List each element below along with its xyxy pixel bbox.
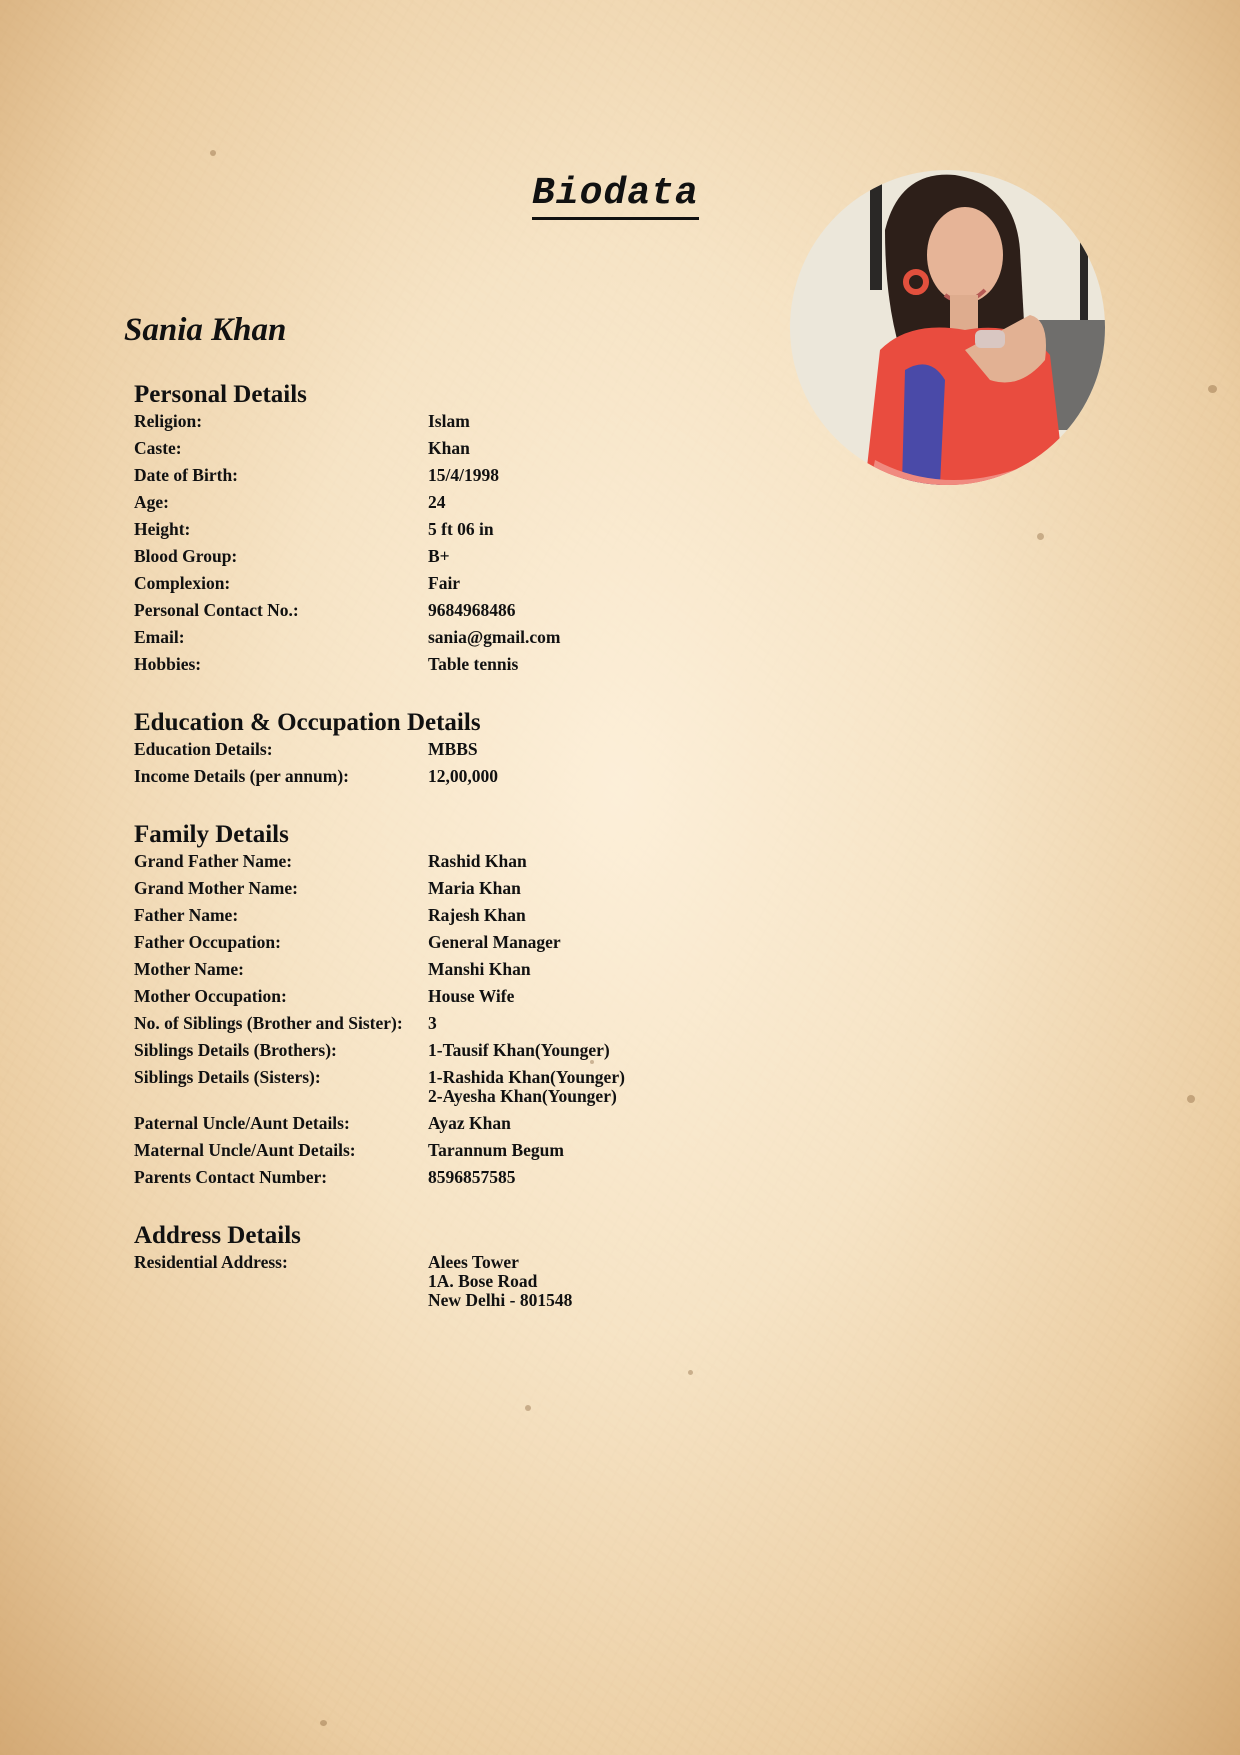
detail-label: Paternal Uncle/Aunt Details: — [134, 1113, 350, 1133]
section-heading: Family Details — [134, 821, 289, 848]
detail-value-line: Alees Tower — [428, 1252, 519, 1272]
section-family-details — [134, 820, 694, 1187]
profile-photo — [790, 170, 1105, 485]
detail-value-line: 24 — [428, 492, 446, 512]
detail-row — [134, 960, 694, 979]
detail-label: Age: — [134, 492, 169, 512]
document-title: Biodata — [532, 172, 699, 220]
detail-label: Father Name: — [134, 905, 239, 925]
detail-row — [134, 879, 694, 898]
paper-speck — [1037, 533, 1044, 540]
detail-value — [428, 767, 694, 786]
detail-value — [428, 1068, 694, 1106]
detail-row — [134, 493, 694, 512]
detail-value-line: Manshi Khan — [428, 959, 531, 979]
detail-value — [428, 933, 694, 952]
detail-label: Mother Occupation: — [134, 986, 287, 1006]
section-heading: Education & Occupation Details — [134, 709, 481, 736]
detail-label: Income Details (per annum): — [134, 766, 350, 786]
detail-row — [134, 655, 694, 674]
detail-value-line: House Wife — [428, 986, 515, 1006]
detail-value — [428, 906, 694, 925]
detail-row — [134, 601, 694, 620]
detail-label: Date of Birth: — [134, 465, 239, 485]
detail-row — [134, 1114, 694, 1133]
detail-label: Email: — [134, 627, 185, 647]
detail-value-line: 15/4/1998 — [428, 465, 499, 485]
detail-value — [428, 601, 694, 620]
paper-speck — [1187, 1095, 1195, 1103]
detail-value-line: 12,00,000 — [428, 766, 498, 786]
detail-value-line: Ayaz Khan — [428, 1113, 511, 1133]
detail-row — [134, 933, 694, 952]
detail-label: Siblings Details (Brothers): — [134, 1040, 337, 1060]
detail-value — [428, 520, 694, 539]
detail-row — [134, 466, 694, 485]
detail-row — [134, 1068, 694, 1106]
detail-value — [428, 574, 694, 593]
detail-row — [134, 520, 694, 539]
paper-speck — [1208, 385, 1217, 393]
detail-value — [428, 987, 694, 1006]
detail-value-line: Maria Khan — [428, 878, 521, 898]
detail-value-line: Islam — [428, 411, 470, 431]
detail-label: No. of Siblings (Brother and Sister): — [134, 1013, 403, 1033]
detail-label: Residential Address: — [134, 1252, 288, 1272]
detail-value-line: 9684968486 — [428, 600, 516, 620]
detail-row — [134, 987, 694, 1006]
detail-value-line: sania@gmail.com — [428, 627, 561, 647]
detail-label: Maternal Uncle/Aunt Details: — [134, 1140, 356, 1160]
detail-value-line: B+ — [428, 546, 450, 566]
paper-speck — [210, 150, 216, 156]
biodata-details — [134, 380, 694, 1344]
detail-value — [428, 960, 694, 979]
detail-value-line: Tarannum Begum — [428, 1140, 564, 1160]
paper-speck — [688, 1370, 693, 1375]
detail-label: Personal Contact No.: — [134, 600, 299, 620]
detail-row — [134, 412, 694, 431]
detail-value — [428, 1014, 694, 1033]
detail-value — [428, 493, 694, 512]
detail-value — [428, 466, 694, 485]
detail-label: Religion: — [134, 411, 203, 431]
detail-value-line: 8596857585 — [428, 1167, 516, 1187]
detail-value-line: Rashid Khan — [428, 851, 527, 871]
detail-label: Blood Group: — [134, 546, 238, 566]
section-education-occupation-details — [134, 708, 694, 786]
detail-value-line: 1A. Bose Road — [428, 1271, 538, 1291]
person-name: Sania Khan — [124, 312, 287, 348]
detail-value — [428, 1253, 694, 1310]
detail-row — [134, 574, 694, 593]
detail-label: Grand Father Name: — [134, 851, 293, 871]
detail-value — [428, 412, 694, 431]
detail-value — [428, 740, 694, 759]
detail-value — [428, 1168, 694, 1187]
detail-value-line: 5 ft 06 in — [428, 519, 494, 539]
detail-row — [134, 628, 694, 647]
detail-row — [134, 1141, 694, 1160]
detail-value-line: 1-Rashida Khan(Younger) — [428, 1067, 625, 1087]
detail-label: Siblings Details (Sisters): — [134, 1067, 321, 1087]
detail-value — [428, 655, 694, 674]
detail-row — [134, 1168, 694, 1187]
detail-row — [134, 439, 694, 458]
paper-speck — [320, 1720, 327, 1726]
detail-label: Height: — [134, 519, 191, 539]
detail-row — [134, 547, 694, 566]
detail-value — [428, 852, 694, 871]
detail-value — [428, 1114, 694, 1133]
section-heading: Address Details — [134, 1222, 301, 1249]
detail-label: Education Details: — [134, 739, 273, 759]
detail-value-line: General Manager — [428, 932, 561, 952]
detail-value — [428, 628, 694, 647]
detail-label: Father Occupation: — [134, 932, 281, 952]
detail-value-line: MBBS — [428, 739, 478, 759]
detail-row — [134, 906, 694, 925]
detail-row — [134, 1041, 694, 1060]
detail-value-line: Rajesh Khan — [428, 905, 526, 925]
detail-value — [428, 547, 694, 566]
section-personal-details — [134, 380, 694, 674]
detail-value — [428, 1141, 694, 1160]
detail-value-line: Table tennis — [428, 654, 519, 674]
section-heading: Personal Details — [134, 381, 307, 408]
detail-row — [134, 1253, 694, 1310]
detail-row — [134, 1014, 694, 1033]
section-address-details — [134, 1221, 694, 1310]
detail-value-line: New Delhi - 801548 — [428, 1290, 573, 1310]
detail-value-line: Fair — [428, 573, 461, 593]
paper-speck — [525, 1405, 531, 1411]
detail-row — [134, 740, 694, 759]
detail-value — [428, 879, 694, 898]
detail-label: Grand Mother Name: — [134, 878, 298, 898]
detail-row — [134, 852, 694, 871]
detail-row — [134, 767, 694, 786]
detail-label: Caste: — [134, 438, 182, 458]
detail-value-line: 2-Ayesha Khan(Younger) — [428, 1086, 617, 1106]
detail-value — [428, 1041, 694, 1060]
detail-label: Complexion: — [134, 573, 231, 593]
detail-label: Parents Contact Number: — [134, 1167, 328, 1187]
detail-label: Hobbies: — [134, 654, 202, 674]
detail-value-line: Khan — [428, 438, 470, 458]
detail-value — [428, 439, 694, 458]
detail-value-line: 1-Tausif Khan(Younger) — [428, 1040, 610, 1060]
detail-value-line: 3 — [428, 1013, 437, 1033]
detail-label: Mother Name: — [134, 959, 244, 979]
